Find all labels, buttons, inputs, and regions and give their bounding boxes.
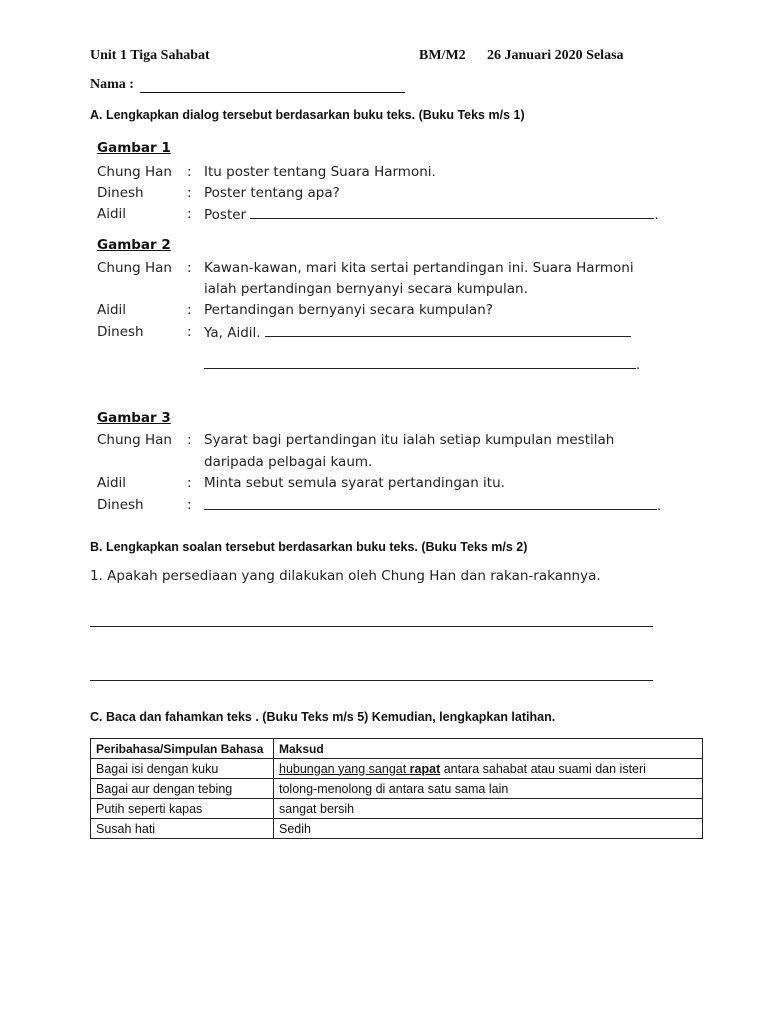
dialog-text: Pertandingan bernyanyi secara kumpulan?	[204, 302, 493, 318]
end-period: .	[657, 498, 662, 514]
name-label: Nama :	[90, 77, 134, 92]
dialog-text-with-blank	[204, 206, 659, 223]
dialog-text: Kawan-kawan, mari kita sertai pertandingan ini. Suara Harmoni	[204, 260, 634, 276]
question-1: 1. Apakah persediaan yang dilakukan oleh Chung Han dan rakan-rakannya.	[90, 568, 601, 584]
dialog-line	[97, 497, 677, 517]
dialog-line	[97, 260, 677, 280]
answer-blank[interactable]	[250, 206, 654, 219]
speaker-name: Dinesh	[97, 324, 144, 340]
end-period: .	[654, 207, 659, 223]
peribahasa-cell: Putih seperti kapas	[91, 799, 274, 819]
table-row	[91, 799, 703, 819]
peribahasa-cell: Susah hati	[91, 819, 274, 839]
maksud-cell: sangat bersih	[274, 799, 703, 819]
maksud-emphasis: rapat	[409, 761, 441, 776]
dialog-line	[97, 185, 677, 205]
dialog-text: Poster tentang apa?	[204, 185, 340, 201]
unit-title: Unit 1 Tiga Sahabat	[90, 48, 210, 63]
dialog-line	[97, 475, 677, 495]
section-a-title: A. Lengkapkan dialog tersebut berdasarkan buku teks. (Buku Teks m/s 1)	[90, 108, 525, 122]
maksud-cell: Sedih	[274, 819, 703, 839]
table-row	[91, 779, 703, 799]
end-period: .	[636, 357, 641, 373]
dialog-line	[97, 432, 677, 452]
name-blank-line[interactable]	[140, 78, 405, 93]
dialog-text: Syarat bagi pertandingan itu ialah setiap kumpulan mestilah	[204, 432, 615, 448]
answer-blank[interactable]	[204, 497, 657, 510]
gambar-3-title: Gambar 3	[97, 410, 171, 426]
section-b-title: B. Lengkapkan soalan tersebut berdasarkan buku teks. (Buku Teks m/s 2)	[90, 540, 528, 554]
speaker-name: Chung Han	[97, 432, 172, 448]
colon: :	[187, 324, 192, 340]
peribahasa-cell: Bagai aur dengan tebing	[91, 779, 274, 799]
speaker-name: Aidil	[97, 475, 127, 491]
maksud-text: hubungan yang sangat	[279, 761, 410, 776]
dialog-continuation: daripada pelbagai kaum.	[204, 454, 373, 470]
colon: :	[187, 432, 192, 448]
answer-blank[interactable]	[265, 324, 631, 337]
dialog-text-with-blank	[204, 497, 661, 514]
table-row	[91, 819, 703, 839]
dialog-line	[97, 324, 677, 344]
colon: :	[187, 206, 192, 222]
dialog-text: Poster	[204, 207, 247, 223]
table-row	[91, 759, 703, 779]
speaker-name: Aidil	[97, 206, 127, 222]
dialog-continuation-blank	[204, 356, 640, 373]
maksud-cell: tolong-menolong di antara satu sama lain	[274, 779, 703, 799]
subject-code: BM/M2	[419, 48, 466, 63]
maksud-cell	[274, 759, 703, 779]
column-header-peribahasa: Peribahasa/Simpulan Bahasa	[91, 739, 274, 759]
answer-line[interactable]	[90, 626, 653, 627]
dialog-text: Minta sebut semula syarat pertandingan itu.	[204, 475, 505, 491]
maksud-text: antara sahabat atau suami dan isteri	[440, 761, 646, 776]
colon: :	[187, 164, 192, 180]
gambar-1-title: Gambar 1	[97, 140, 171, 156]
column-header-maksud: Maksud	[274, 739, 703, 759]
name-row	[90, 77, 405, 93]
dialog-continuation: ialah pertandingan bernyanyi secara kumpulan.	[204, 281, 528, 297]
speaker-name: Dinesh	[97, 185, 144, 201]
speaker-name: Aidil	[97, 302, 127, 318]
gambar-2-title: Gambar 2	[97, 237, 171, 253]
speaker-name: Dinesh	[97, 497, 144, 513]
peribahasa-table	[90, 738, 703, 839]
section-c-title: C. Baca dan fahamkan teks . (Buku Teks m/s 5) Kemudian, lengkapkan latihan.	[90, 710, 556, 724]
answer-blank[interactable]	[204, 356, 636, 369]
colon: :	[187, 185, 192, 201]
colon: :	[187, 260, 192, 276]
dialog-line	[97, 302, 677, 322]
speaker-name: Chung Han	[97, 260, 172, 276]
table-header-row	[91, 739, 703, 759]
colon: :	[187, 475, 192, 491]
dialog-line	[97, 206, 677, 226]
dialog-text: Ya, Aidil.	[204, 325, 261, 341]
answer-line[interactable]	[90, 680, 653, 681]
colon: :	[187, 302, 192, 318]
peribahasa-cell: Bagai isi dengan kuku	[91, 759, 274, 779]
dialog-text: Itu poster tentang Suara Harmoni.	[204, 164, 436, 180]
colon: :	[187, 497, 192, 513]
dialog-text-with-blank	[204, 324, 631, 341]
speaker-name: Chung Han	[97, 164, 172, 180]
dialog-line	[97, 164, 677, 184]
date-label: 26 Januari 2020 Selasa	[487, 48, 624, 63]
